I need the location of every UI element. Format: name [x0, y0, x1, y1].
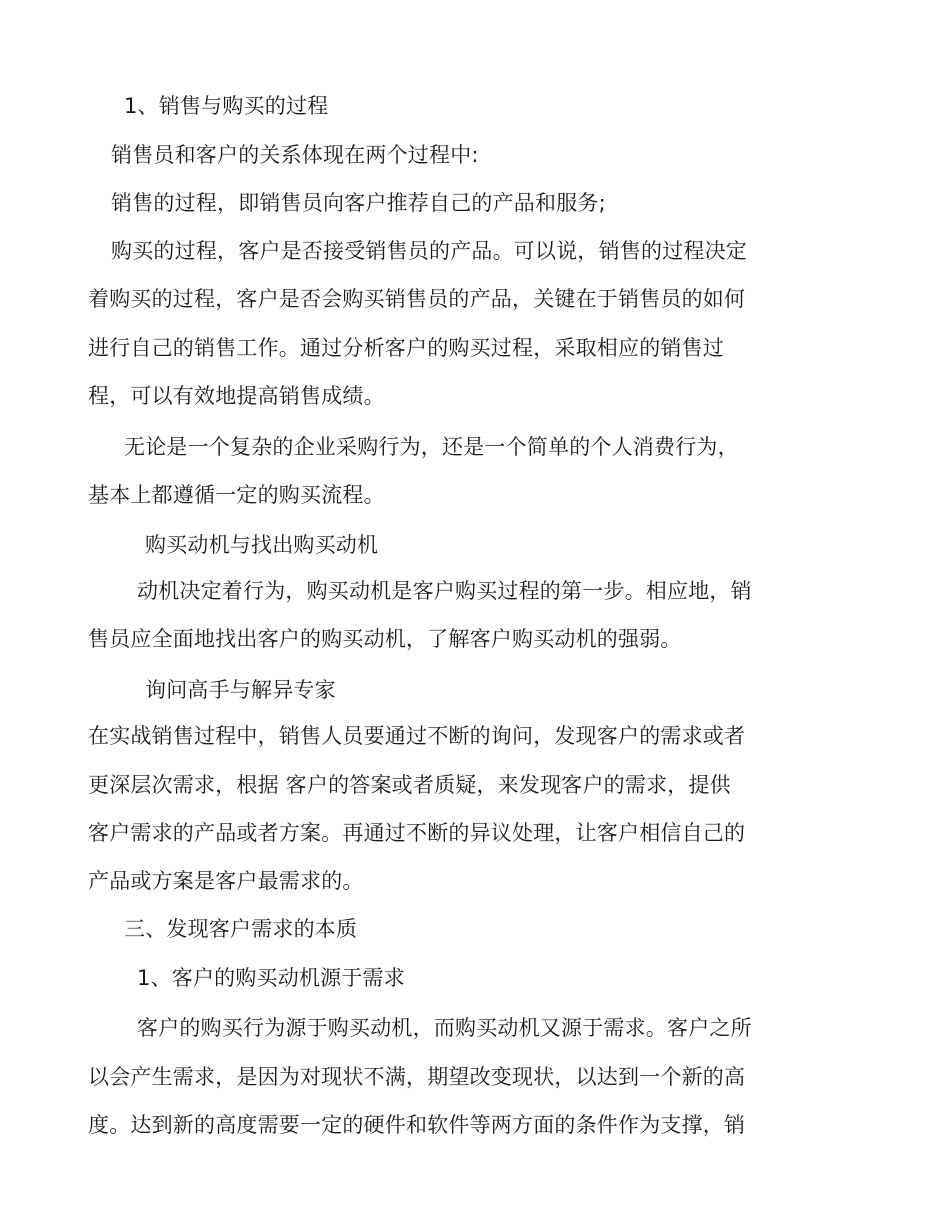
paragraph-line: 度。达到新的高度需要一定的硬件和软件等两方面的条件作为支撑，销	[88, 1113, 746, 1137]
paragraph-line: 销售员和客户的关系体现在两个过程中:	[111, 143, 479, 167]
heading-sales-and-purchase: 1、销售与购买的过程	[124, 94, 329, 118]
paragraph-line: 更深层次需求，根据 客户的答案或者质疑，来发现客户的需求，提供	[88, 773, 731, 797]
paragraph-line: 着购买的过程，客户是否会购买销售员的产品，关键在于销售员的如何	[88, 287, 746, 311]
subheading-purchase-motive: 购买动机与找出购买动机	[145, 533, 379, 557]
paragraph-line: 产品或方案是客户最需求的。	[88, 869, 364, 893]
paragraph-line: 在实战销售过程中，销售人员要通过不断的询问，发现客户的需求或者	[88, 724, 746, 748]
paragraph-line: 动机决定着行为，购买动机是客户购买过程的第一步。相应地，销	[137, 579, 752, 603]
paragraph-line: 销售的过程，即销售员向客户推荐自己的产品和服务;	[111, 191, 606, 215]
paragraph-line: 进行自己的销售工作。通过分析客户的购买过程，采取相应的销售过	[88, 336, 724, 360]
subheading-inquiry-expert: 询问高手与解异专家	[145, 678, 336, 702]
paragraph-line: 无论是一个复杂的企业采购行为，还是一个简单的个人消费行为，	[124, 435, 739, 459]
paragraph-line: 客户需求的产品或者方案。再通过不断的异议处理，让客户相信自己的	[88, 821, 746, 845]
subheading-motive-from-needs: 1、客户的购买动机源于需求	[137, 966, 405, 990]
heading-customer-needs-essence: 三、发现客户需求的本质	[124, 917, 358, 941]
paragraph-line: 售员应全面地找出客户的购买动机，了解客户购买动机的强弱。	[88, 627, 682, 651]
paragraph-line: 程，可以有效地提高销售成绩。	[88, 384, 385, 408]
paragraph-line: 客户的购买行为源于购买动机，而购买动机又源于需求。客户之所	[137, 1016, 752, 1040]
paragraph-line: 购买的过程，客户是否接受销售员的产品。可以说，销售的过程决定	[111, 239, 747, 263]
paragraph-line: 基本上都遵循一定的购买流程。	[88, 483, 385, 507]
paragraph-line: 以会产生需求，是因为对现状不满，期望改变现状，以达到一个新的高	[88, 1065, 746, 1089]
